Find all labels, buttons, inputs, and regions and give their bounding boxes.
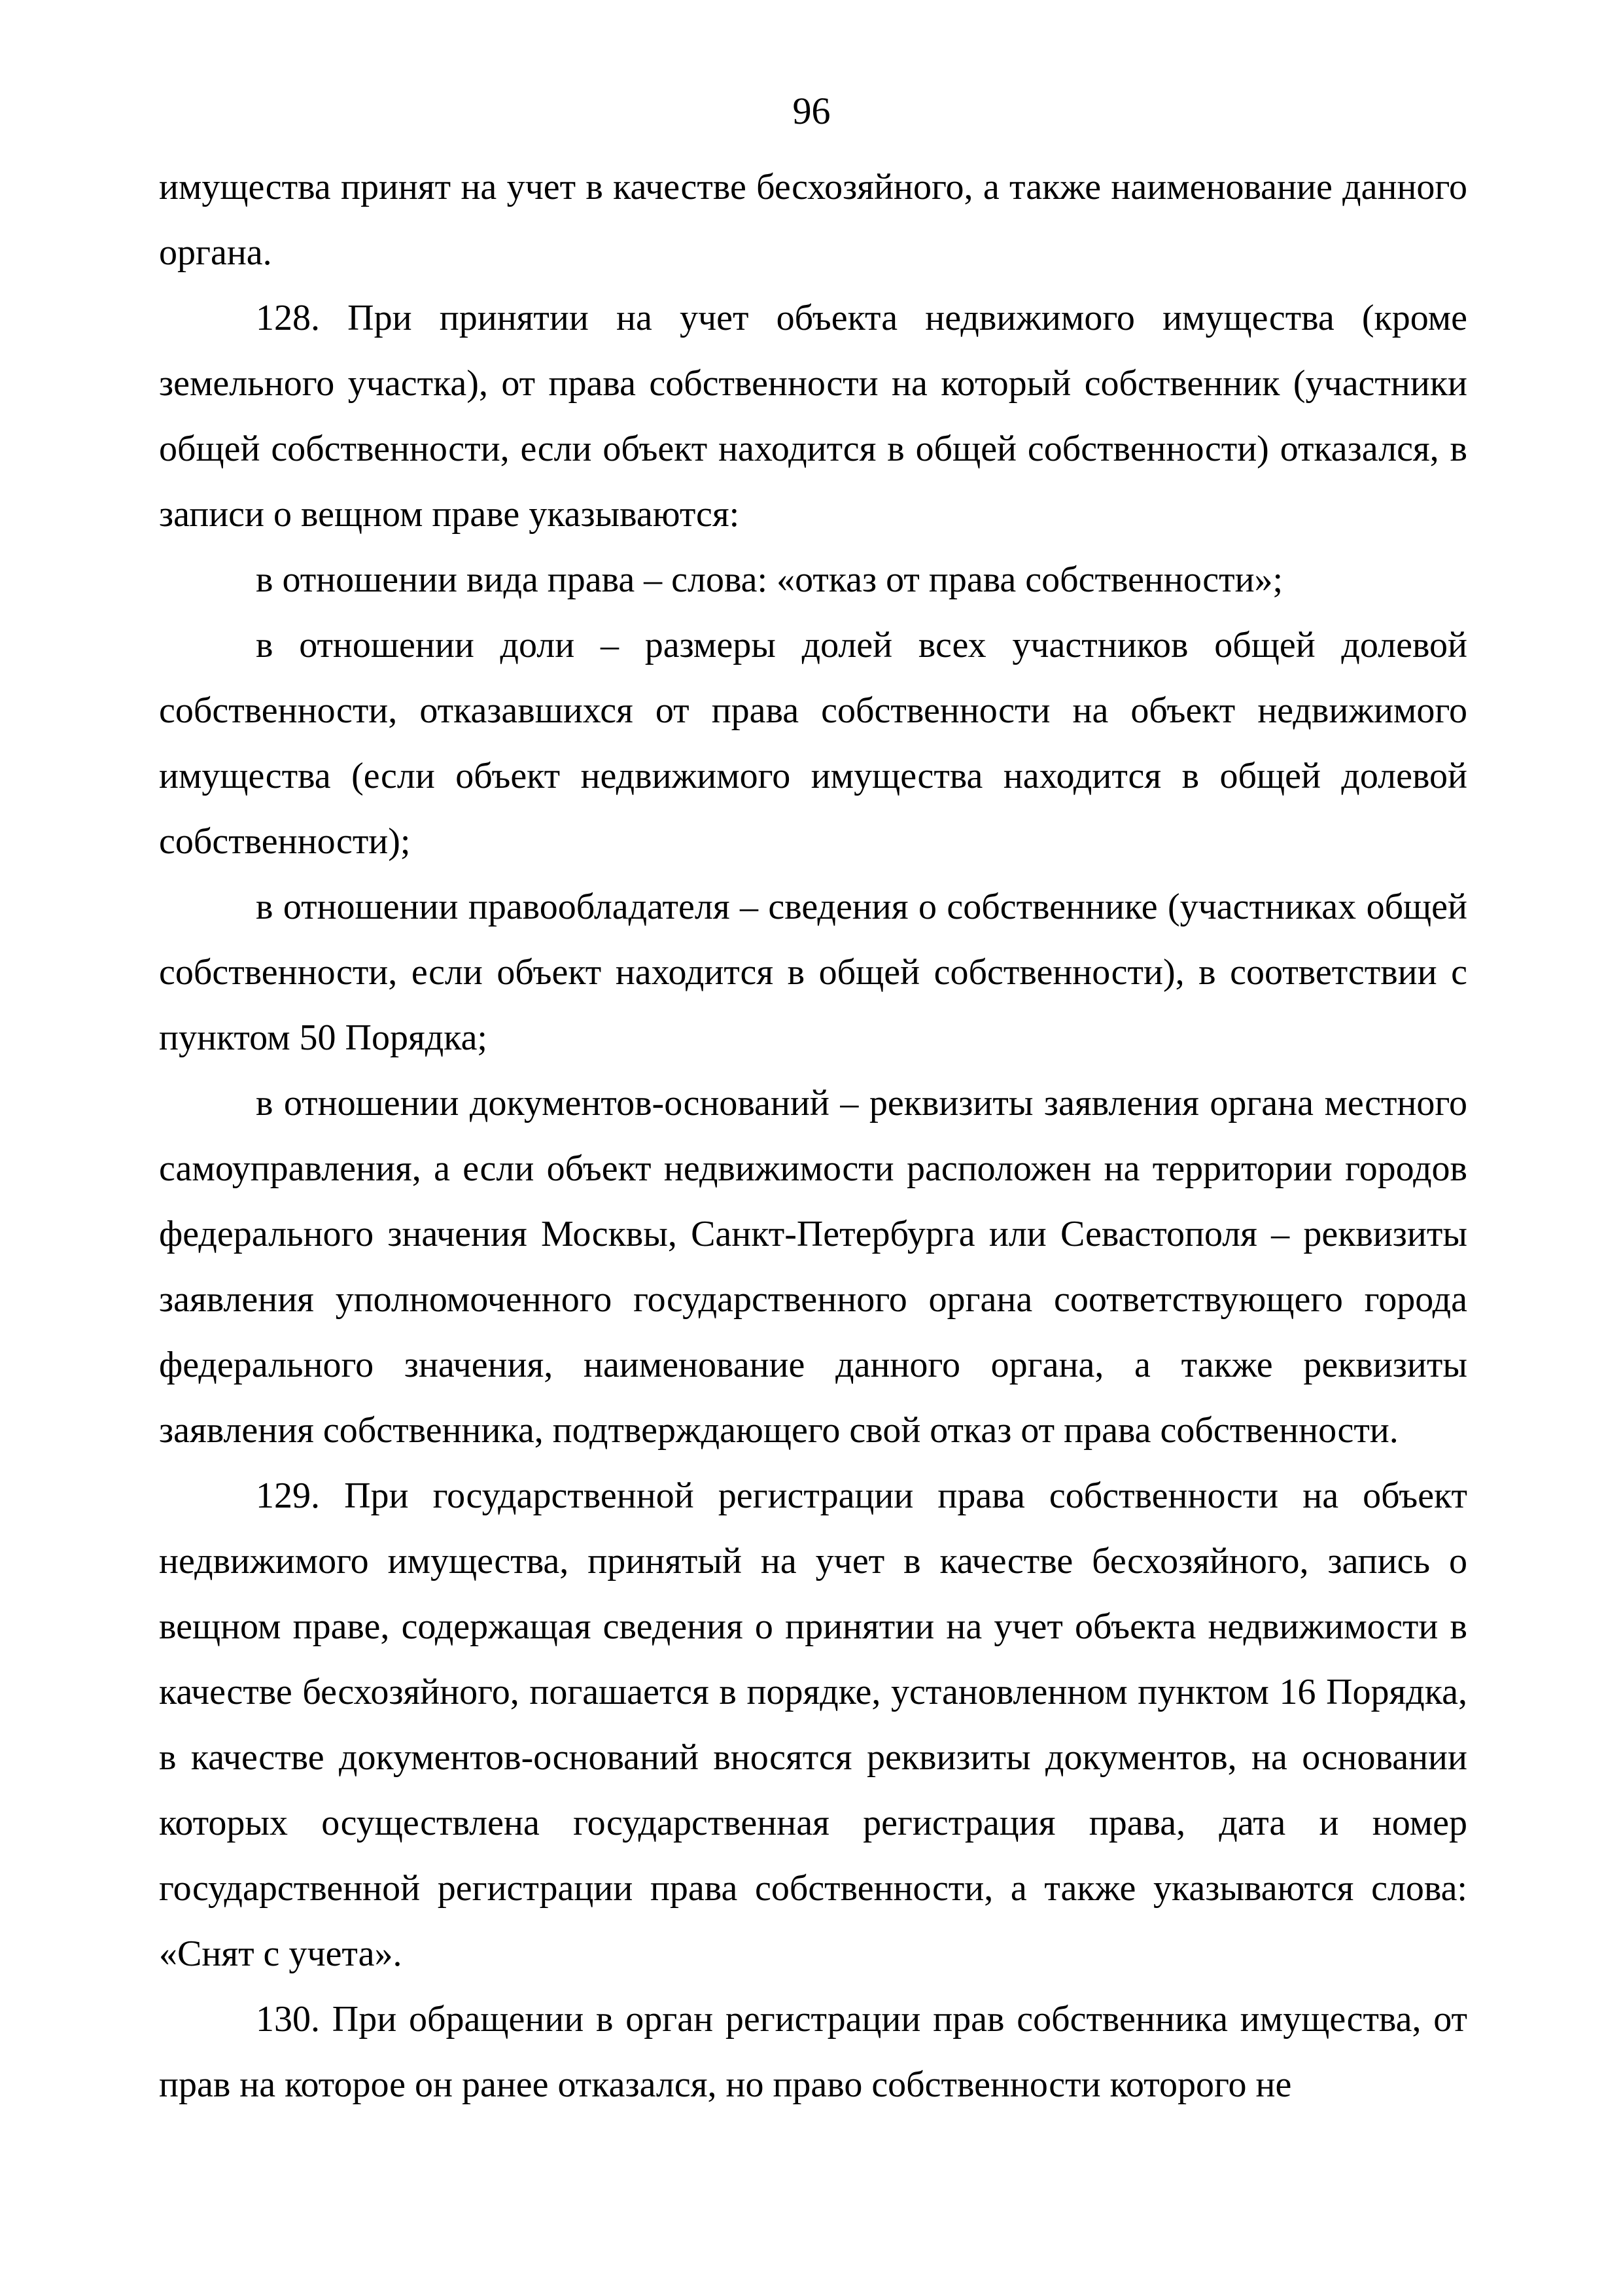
paragraph-share: в отношении доли – размеры долей всех участников общей долевой собственности, отказавшихся от права собственности на объект недвижимого имущества (если объект недвижимого имущества находится в общей долевой собственности);	[159, 625, 1467, 862]
page-number: 96	[792, 90, 831, 132]
paragraph-clause-129: 129. При государственной регистрации права собственности на объект недвижимого имущества, принятый на учет в качестве бесхозяйного, запись о вещном праве, содержащая сведения о принятии на учет объекта недвижимости в качестве бесхозяйного, погашается в порядке, установленном пунктом 16 Порядка, в качестве документов-оснований вносятся реквизиты документов, на основании которых осуществлена государственная регистрация права, дата и номер государственной регистрации права собственности, а также указываются слова: «Снят с учета».	[159, 1475, 1467, 1974]
paragraph-right-holder: в отношении правообладателя – сведения о собственнике (участниках общей собственности, если объект находится в общей собственности), в соответствии с пунктом 50 Порядка;	[159, 887, 1467, 1058]
paragraph-right-type: в отношении вида права – слова: «отказ от права собственности»;	[256, 559, 1283, 600]
paragraph-clause-128: 128. При принятии на учет объекта недвижимого имущества (кроме земельного участка), от права собственности на который собственник (участники общей собственности, если объект находится в общей собственности) отказался, в записи о вещном праве указываются:	[159, 298, 1467, 535]
paragraph-clause-130: 130. При обращении в орган регистрации прав собственника имущества, от прав на которое он ранее отказался, но право собственности которого не	[159, 1999, 1467, 2105]
paragraph-continuation: имущества принят на учет в качестве бесхозяйного, а также наименование данного органа.	[159, 167, 1467, 273]
document-body	[159, 154, 1467, 2117]
paragraph-base-documents: в отношении документов-оснований – реквизиты заявления органа местного самоуправления, а если объект недвижимости расположен на территории городов федерального значения Москвы, Санкт-Петербурга или Севастополя – реквизиты заявления уполномоченного государственного органа соответствующего города федерального значения, наименование данного органа, а также реквизиты заявления собственника, подтверждающего свой отказ от права собственности.	[159, 1083, 1467, 1451]
